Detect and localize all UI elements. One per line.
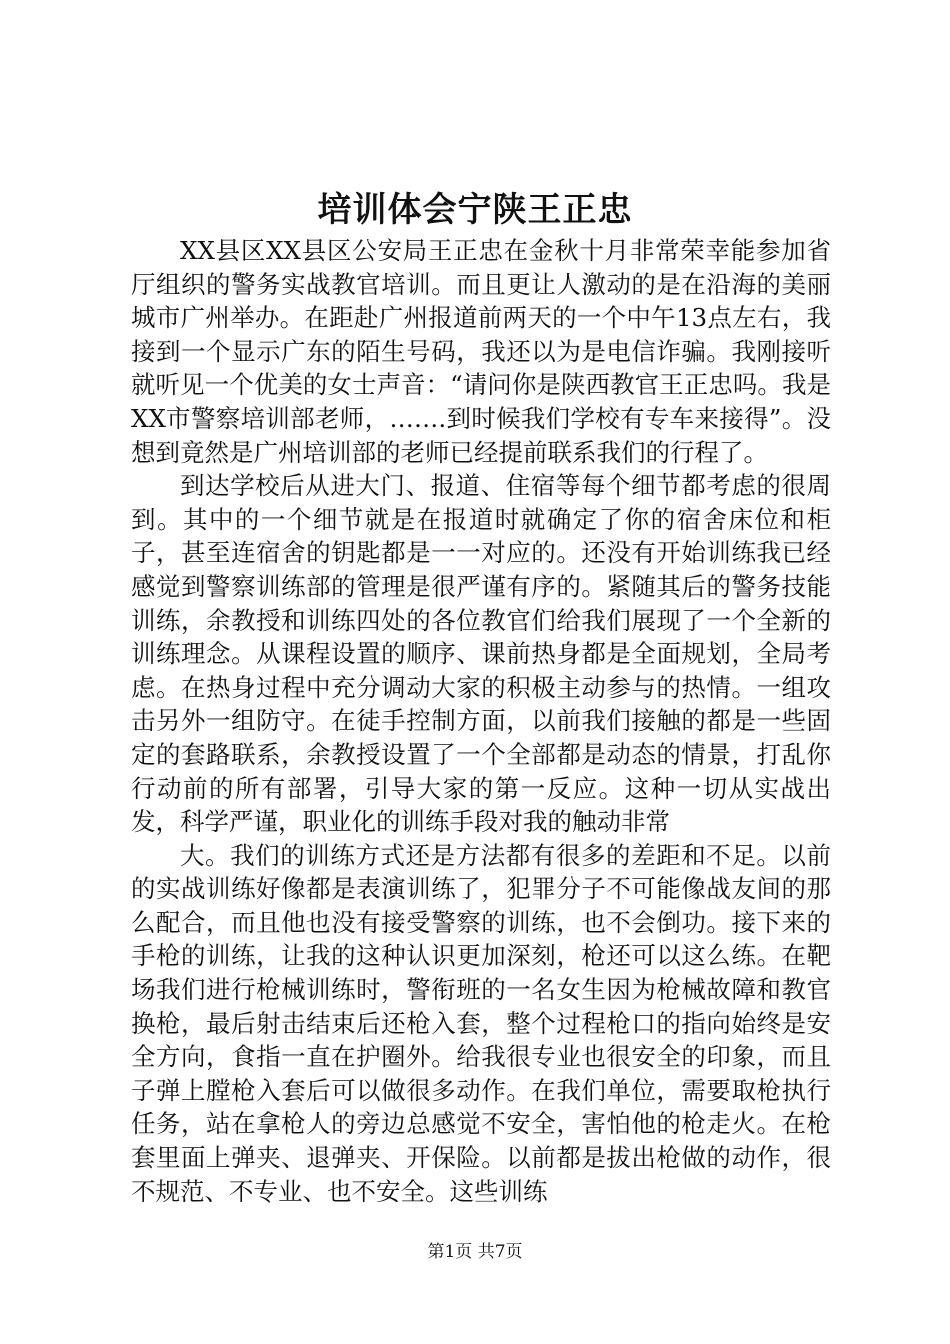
document-body (131, 234, 831, 1208)
page-number-footer: 第1页 共7页 (427, 1242, 523, 1262)
paragraph-3: 大。我们的训练方式还是方法都有很多的差距和不足。以前的实战训练好像都是表演训练了，犯罪分子不可能像战友间的那么配合，而且他也没有接受警察的训练，也不会倒功。接下来的手枪的训练，让我的这种认识更加深刻，枪还可以这么练。在靶场我们进行枪械训练时，警衔班的一名女生因为枪械故障和教官换枪，最后射击结束后还枪入套，整个过程枪口的指向始终是安全方向，食指一直在护圈外。给我很专业也很安全的印象，而且子弹上膛枪入套后可以做很多动作。在我们单位，需要取枪执行任务，站在拿枪人的旁边总感觉不安全，害怕他的枪走火。在枪套里面上弹夹、退弹夹、开保险。以前都是拔出枪做的动作，很不规范、不专业、也不安全。这些训练 (131, 840, 831, 1206)
paragraph-1: XX县区XX县区公安局王正忠在金秋十月非常荣幸能参加省厅组织的警务实战教官培训。而且更让人激动的是在沿海的美丽城市广州举办。在距赴广州报道前两天的一个中午13点左右，我接到一个显示广东的陌生号码，我还以为是电信诈骗。我刚接听就听见一个优美的女士声音：“请问你是陕西教官王正忠吗。我是XX市警察培训部老师，…….到时候我们学校有专车来接得”。没想到竟然是广州培训部的老师已经提前联系我们的行程了。 (131, 236, 831, 467)
document-title: 培训体会宁陕王正忠 (317, 190, 633, 230)
paragraph-2: 到达学校后从进大门、报道、住宿等每个细节都考虑的很周到。其中的一个细节就是在报道时就确定了你的宿舍床位和柜子，甚至连宿舍的钥匙都是一一对应的。还没有开始训练我已经感觉到警察训练部的管理是很严谨有序的。紧随其后的警务技能训练，余教授和训练四处的各位教官们给我们展现了一个全新的训练理念。从课程设置的顺序、课前热身都是全面规划，全局考虑。在热身过程中充分调动大家的积极主动参与的热情。一组攻击另外一组防守。在徒手控制方面，以前我们接触的都是一些固定的套路联系，余教授设置了一个全部都是动态的情景，打乱你行动前的所有部署，引导大家的第一反应。这种一切从实战出发，科学严谨，职业化的训练手段对我的触动非常 (131, 471, 831, 837)
